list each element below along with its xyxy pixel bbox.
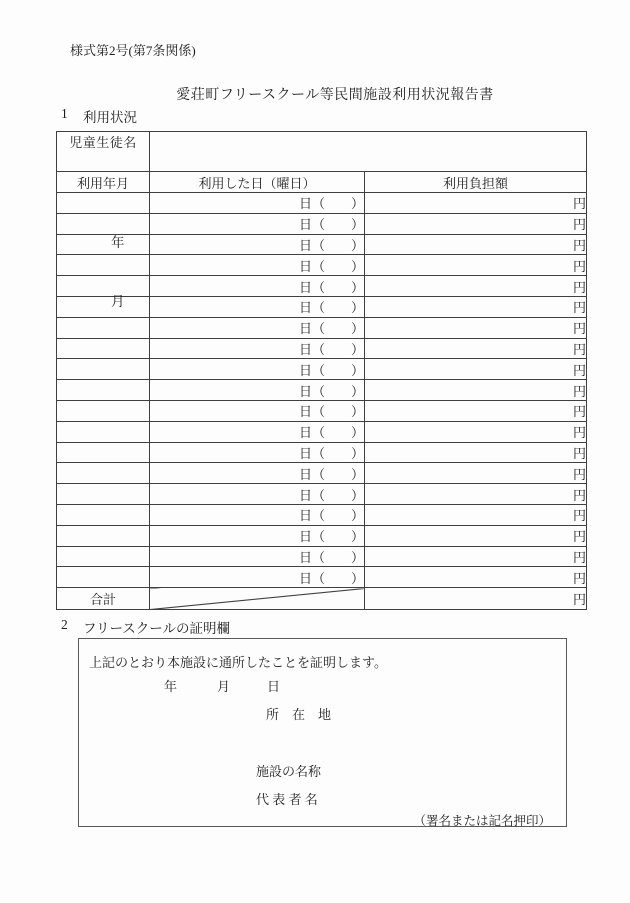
student-name-label: 児童生徒名	[57, 132, 150, 172]
amount-cell: 円	[365, 276, 587, 297]
total-strikethrough-cell	[150, 588, 365, 610]
address-label: 所 在 地	[266, 707, 332, 722]
used-day-cell: 日（ ）	[150, 193, 365, 214]
used-day-cell: 日（ ）	[150, 296, 365, 317]
year-month-merged-cell	[57, 296, 150, 317]
amount-cell: 円	[365, 504, 587, 525]
used-day-cell: 日（ ）	[150, 484, 365, 505]
usage-row	[57, 213, 587, 234]
used-day-cell: 日（ ）	[150, 525, 365, 546]
used-day-cell: 日（ ）	[150, 442, 365, 463]
cert-day-label: 日	[267, 679, 281, 694]
usage-row	[57, 276, 587, 297]
section2-heading	[61, 617, 230, 637]
student-name-value-cell	[150, 132, 587, 172]
usage-row	[57, 359, 587, 380]
used-day-cell: 日（ ）	[150, 504, 365, 525]
section1-title: 利用状況	[83, 110, 137, 125]
usage-row	[57, 193, 587, 214]
year-month-merged-cell	[57, 504, 150, 525]
total-amount-cell: 円	[365, 588, 587, 610]
year-month-merged-cell	[57, 567, 150, 588]
amount-cell: 円	[365, 421, 587, 442]
used-day-cell: 日（ ）	[150, 234, 365, 255]
amount-cell: 円	[365, 193, 587, 214]
cert-month-label: 月	[217, 679, 231, 694]
facility-name-label: 施設の名称	[256, 764, 322, 779]
amount-cell: 円	[365, 338, 587, 359]
amount-cell: 円	[365, 213, 587, 234]
amount-column-header: 利用負担額	[365, 172, 587, 193]
section1-heading	[61, 106, 137, 126]
year-month-merged-cell	[57, 255, 150, 276]
year-month-column-header: 利用年月	[57, 172, 150, 193]
year-month-merged-cell	[57, 193, 150, 214]
month-label: 月	[111, 294, 125, 309]
amount-cell: 円	[365, 463, 587, 484]
usage-row	[57, 484, 587, 505]
year-month-merged-cell	[57, 380, 150, 401]
usage-row	[57, 463, 587, 484]
usage-table	[56, 131, 586, 610]
usage-row	[57, 442, 587, 463]
usage-row	[57, 255, 587, 276]
used-day-cell: 日（ ）	[150, 338, 365, 359]
usage-row	[57, 317, 587, 338]
certify-statement: 上記のとおり本施設に通所したことを証明します。	[89, 655, 387, 670]
year-month-merged-cell	[57, 234, 150, 255]
year-label: 年	[111, 235, 125, 250]
used-day-cell: 日（ ）	[150, 255, 365, 276]
usage-row	[57, 421, 587, 442]
year-month-merged-cell	[57, 442, 150, 463]
amount-cell: 円	[365, 359, 587, 380]
page-title: 愛荘町フリースクール等民間施設利用状況報告書	[176, 88, 494, 103]
total-row	[57, 588, 587, 610]
usage-row	[57, 234, 587, 255]
usage-row	[57, 400, 587, 421]
usage-row	[57, 567, 587, 588]
section2-number: 2	[61, 617, 68, 632]
year-month-merged-cell	[57, 276, 150, 297]
usage-row	[57, 504, 587, 525]
used-day-cell: 日（ ）	[150, 463, 365, 484]
usage-rows	[57, 193, 587, 588]
amount-cell: 円	[365, 525, 587, 546]
usage-row	[57, 338, 587, 359]
year-month-merged-cell	[57, 525, 150, 546]
used-day-cell: 日（ ）	[150, 567, 365, 588]
used-day-cell: 日（ ）	[150, 400, 365, 421]
usage-row	[57, 296, 587, 317]
year-month-merged-cell	[57, 546, 150, 567]
used-day-cell: 日（ ）	[150, 317, 365, 338]
year-month-merged-cell	[57, 463, 150, 484]
table-header-row	[57, 172, 587, 193]
amount-cell: 円	[365, 546, 587, 567]
amount-cell: 円	[365, 317, 587, 338]
amount-cell: 円	[365, 296, 587, 317]
amount-cell: 円	[365, 400, 587, 421]
cert-year-label: 年	[164, 679, 178, 694]
section1-number: 1	[61, 106, 68, 121]
amount-cell: 円	[365, 442, 587, 463]
usage-row	[57, 525, 587, 546]
used-day-cell: 日（ ）	[150, 213, 365, 234]
year-month-merged-cell	[57, 484, 150, 505]
used-day-cell: 日（ ）	[150, 380, 365, 401]
used-day-cell: 日（ ）	[150, 359, 365, 380]
year-month-merged-cell	[57, 338, 150, 359]
amount-cell: 円	[365, 255, 587, 276]
amount-cell: 円	[365, 234, 587, 255]
year-month-merged-cell	[57, 213, 150, 234]
date-column-header: 利用した日（曜日）	[150, 172, 365, 193]
usage-row	[57, 380, 587, 401]
usage-row	[57, 546, 587, 567]
year-month-merged-cell	[57, 317, 150, 338]
used-day-cell: 日（ ）	[150, 546, 365, 567]
student-name-row	[57, 132, 587, 172]
representative-label: 代 表 者 名	[256, 792, 318, 807]
used-day-cell: 日（ ）	[150, 421, 365, 442]
amount-cell: 円	[365, 567, 587, 588]
section2-title: フリースクールの証明欄	[83, 621, 231, 636]
total-label: 合計	[57, 588, 150, 610]
year-month-merged-cell	[57, 400, 150, 421]
certification-box	[78, 638, 567, 827]
used-day-cell: 日（ ）	[150, 276, 365, 297]
amount-cell: 円	[365, 484, 587, 505]
amount-cell: 円	[365, 380, 587, 401]
signature-note: （署名または記名押印）	[413, 814, 551, 828]
year-month-merged-cell	[57, 359, 150, 380]
year-month-merged-cell	[57, 421, 150, 442]
form-number: 様式第2号(第7条関係)	[70, 43, 196, 58]
